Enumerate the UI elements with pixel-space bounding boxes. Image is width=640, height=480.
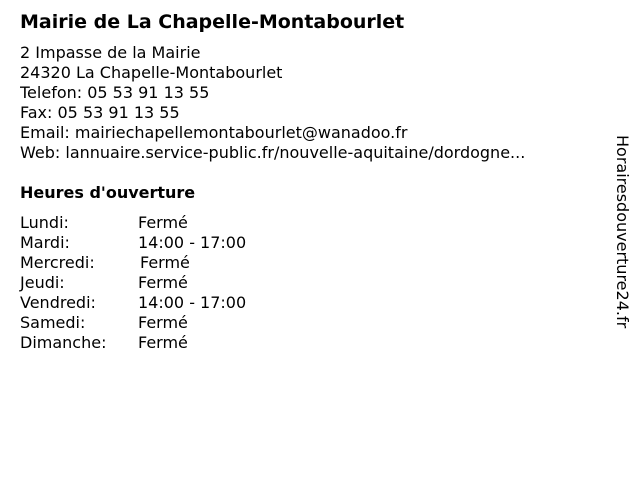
hours-row-tuesday <box>20 233 246 253</box>
email-label: Email: <box>20 123 70 142</box>
fax-line <box>20 103 590 123</box>
day-label: Dimanche: <box>20 333 107 352</box>
phone-label: Telefon: <box>20 83 83 102</box>
street-address: 2 Impasse de la Mairie <box>20 43 201 62</box>
day-hours: Fermé <box>138 313 188 332</box>
hours-row-thursday <box>20 273 246 293</box>
fax-number: 05 53 91 13 55 <box>57 103 180 122</box>
day-label: Samedi: <box>20 313 86 332</box>
opening-hours-list <box>20 213 246 353</box>
hours-row-monday <box>20 213 246 233</box>
hours-row-friday <box>20 293 246 313</box>
hours-heading: Heures d'ouverture <box>20 183 196 202</box>
fax-label: Fax: <box>20 103 53 122</box>
web-line <box>20 143 590 163</box>
hours-row-saturday <box>20 313 246 333</box>
day-label: Lundi: <box>20 213 69 232</box>
hours-row-wednesday <box>20 253 246 273</box>
day-label: Mardi: <box>20 233 70 252</box>
day-label: Mercredi: <box>20 253 95 272</box>
page-title: Mairie de La Chapelle-Montabourlet <box>20 11 405 33</box>
day-hours: Fermé <box>138 333 188 352</box>
day-hours: 14:00 - 17:00 <box>138 293 247 312</box>
web-label: Web: <box>20 143 61 162</box>
email-line <box>20 123 590 143</box>
day-label: Jeudi: <box>20 273 65 292</box>
web-link[interactable]: lannuaire.service-public.fr/nouvelle-aquitaine/dordogne... <box>65 143 526 162</box>
day-hours: Fermé <box>140 253 190 272</box>
day-hours: Fermé <box>138 273 188 292</box>
day-label: Vendredi: <box>20 293 96 312</box>
city-address: 24320 La Chapelle-Montabourlet <box>20 63 283 82</box>
phone-number[interactable]: 05 53 91 13 55 <box>87 83 210 102</box>
email-link[interactable]: mairiechapellemontabourlet@wanadoo.fr <box>74 123 408 142</box>
site-watermark: Horairesdouverture24.fr <box>613 135 632 329</box>
day-hours: Fermé <box>138 213 188 232</box>
day-hours: 14:00 - 17:00 <box>138 233 247 252</box>
phone-line <box>20 83 590 103</box>
contact-block <box>20 43 590 163</box>
hours-row-sunday <box>20 333 246 353</box>
